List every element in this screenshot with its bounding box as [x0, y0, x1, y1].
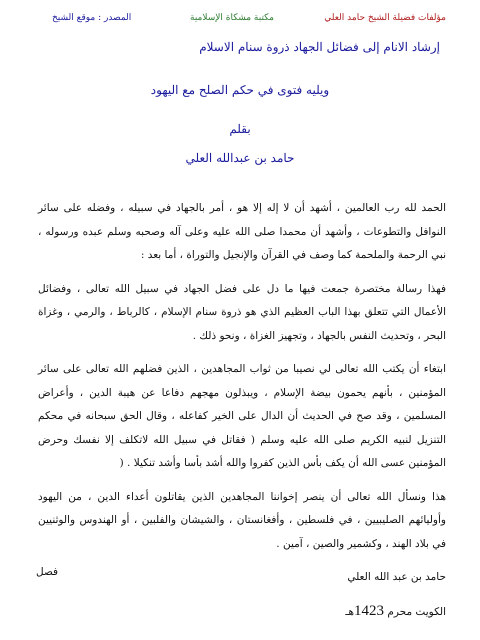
header-works: مؤلفات فضيلة الشيخ حامد العلي: [324, 13, 446, 23]
paragraph: هذا ونسأل الله تعالى أن ينصر إخواننا المجاهدين الذين يقاتلون أعداء الدين ، من اليهود وأوليائهم الصليبيين ، في فلسطين ، وأفغانستان ، والشيشان والفلبين ، أو الهندوس والوثنيين في بلاد الهند ، وكشمير والصين ، آمين .: [38, 490, 446, 550]
date-text: الكويت محرم: [384, 605, 446, 618]
book-title: إرشاد الانام إلى فضائل الجهاد ذروة سنام الاسلام: [199, 40, 440, 54]
header-library: مكتبة مشكاة الإسلامية: [190, 13, 274, 23]
signature: حامد بن عبد الله العلي: [347, 571, 446, 583]
paragraph: الحمد لله رب العالمين ، أشهد أن لا إله إلا هو ، أمر بالجهاد في سبيله ، وفضله على سائر النوافل والتطوعات ، وأشهد أن محمدا صلى الله عليه وعلى آله وصحبه وسلم عبده ورسوله ، نبي الرحمة والملحمة كما وصف في القرآن والإنجيل والتوراة ، أما بعد :: [38, 202, 446, 261]
header-source: المصدر : موقع الشيخ: [52, 13, 132, 23]
book-subtitle: ويليه فتوى في حكم الصلح مع اليهود: [150, 83, 330, 97]
author-name: حامد بن عبدالله العلي: [185, 151, 295, 165]
date-line: [38, 600, 446, 625]
date-year: 1423: [354, 602, 385, 619]
body-text: [38, 197, 446, 634]
section-heading: فصل: [36, 566, 59, 578]
byline: بقلم: [229, 122, 251, 136]
paragraph: فهذا رسالة مختصرة جمعت فيها ما دل على فضل الجهاد في سبيل الله تعالى ، وفضائل الأعمال التي تتعلق بهذا الباب العظيم الذي هو ذروة سنام الإسلام ، كالرباط ، والرمي ، وغزاة البحر ، وتحديث النفس بالجهاد ، وتجهيز الغزاة ، ونحو ذلك .: [38, 282, 446, 342]
date-suffix: هـ: [345, 605, 355, 618]
paragraph: ابتغاء أن يكتب الله تعالى لي نصيبا من ثواب المجاهدين ، الذين فضلهم الله تعالى على سائر المؤمنين ، بأنهم يحمون بيضة الإسلام ، ويبذلون مهجهم دفاعا عن هيبة الدين ، وأعراض المسلمين ، وقد صح في الحديث أن الدال على الخير كفاعله ، وقال الحق سبحانه في محكم التنزيل لنبيه الكريم صلى الله عليه وسلم ( فقاتل في سبيل الله لاتكلف إلا نفسك وحرض المؤمنين عسى الله أن يكف بأس الذين كفروا والله أشد بأسا وأشد تنكيلا . (: [38, 363, 446, 469]
page-header: [52, 10, 446, 26]
